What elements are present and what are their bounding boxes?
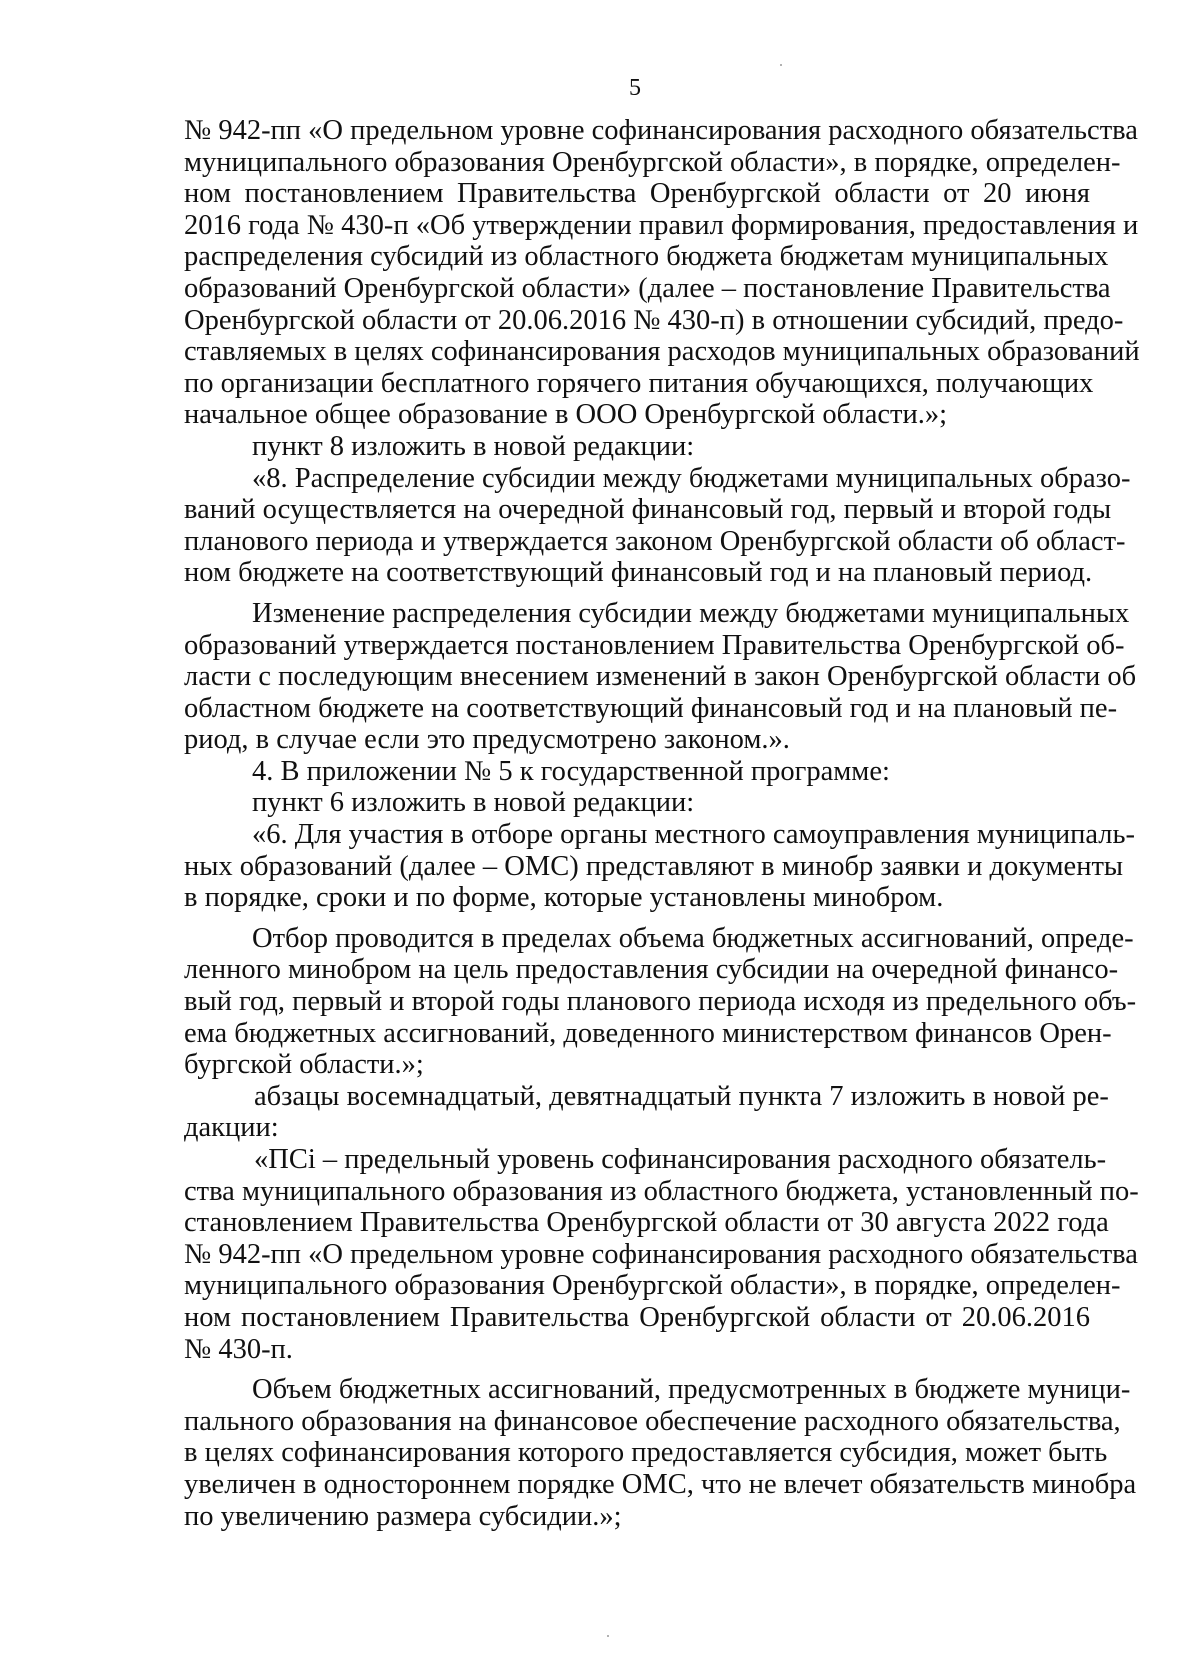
text-line: ном постановлением Правительства Оренбургской области от 20 июня [184,178,1090,210]
text-line: увеличен в одностороннем порядке ОМС, что не влечет обязательств минобра [184,1468,1137,1500]
text-line: № 430-п. [184,1333,293,1365]
text-line: областном бюджете на соответствующий финансовый год и на плановый пе- [184,692,1118,724]
text-line: ваний осуществляется на очередной финансовый год, первый и второй годы [184,494,1112,526]
text-line: ласти с последующим внесением изменений в закон Оренбургской области об [184,661,1137,693]
text-line: «ПСi – предельный уровень софинансирования расходного обязатель- [254,1144,1107,1175]
paragraph-gap [184,914,1090,923]
text-line: распределения субсидий из областного бюджета бюджетам муниципальных [184,241,1109,273]
text-line: пункт 6 изложить в новой редакции: [252,787,695,819]
text-line: «8. Распределение субсидии между бюджетами муниципальных образо- [252,462,1131,494]
text-line: в целях софинансирования которого предоставляется субсидия, может быть [184,1437,1108,1469]
text-line: по организации бесплатного горячего питания обучающихся, получающих [184,367,1094,399]
text-line: в порядке, сроки и по форме, которые установлены минобром. [184,882,944,914]
text-line: образований утверждается постановлением Правительства Оренбургской об- [184,629,1125,661]
text-line: Объем бюджетных ассигнований, предусмотренных в бюджете муници- [252,1374,1131,1406]
text-line: муниципального образования Оренбургской области», в порядке, определен- [184,1270,1121,1302]
page-number: 5 [629,75,641,101]
text-line: риод, в случае если это предусмотрено законом.». [184,724,790,756]
text-line: ства муниципального образования из областного бюджета, установленный по- [184,1175,1139,1207]
text-line: ленного минобром на цель предоставления субсидии на очередной финансо- [184,954,1119,986]
text-line: планового периода и утверждается законом Оренбургской области об област- [184,525,1126,557]
text-line: ставляемых в целях софинансирования расходов муниципальных образований [184,336,1140,368]
paragraph-gap [184,1365,1090,1374]
text-line: Изменение распределения субсидии между бюджетами муниципальных [252,597,1130,629]
text-line: ных образований (далее – ОМС) представляют в минобр заявки и документы [184,850,1124,882]
text-line: № 942-пп «О предельном уровне софинансирования расходного обязательства [184,1238,1138,1270]
text-line: пального образования на финансовое обеспечение расходного обязательства, [184,1405,1121,1437]
text-line: муниципального образования Оренбургской области», в порядке, определен- [184,146,1121,178]
text-line: дакции: [184,1112,279,1144]
text-line: начальное общее образование в ООО Оренбургской области.»; [184,399,947,431]
text-line: абзацы восемнадцатый, девятнадцатый пункта 7 изложить в новой ре- [254,1080,1109,1112]
text-line: ном постановлением Правительства Оренбургской области от 20.06.2016 [184,1301,1090,1333]
scan-speck [780,64,782,66]
text-line: № 942-пп «О предельном уровне софинансирования расходного обязательства [184,115,1138,146]
text-line: пункт 8 изложить в новой редакции: [252,430,695,462]
scan-speck [607,1635,609,1637]
text-line: 2016 года № 430-п «Об утверждении правил формирования, предоставления и [184,209,1139,241]
text-line: Отбор проводится в пределах объема бюджетных ассигнований, опреде- [252,922,1134,954]
text-line: Оренбургской области от 20.06.2016 № 430-п) в отношении субсидий, предо- [184,304,1124,336]
text-line: бургской области.»; [184,1049,424,1081]
paragraph-gap [184,589,1090,598]
text-line: образований Оренбургской области» (далее – постановление Правительства [184,272,1111,304]
text-line: по увеличению размера субсидии.»; [184,1500,622,1532]
text-line: вый год, первый и второй годы планового периода исходя из предельного объ- [184,986,1137,1018]
document-body [184,115,1140,1532]
text-line: «6. Для участия в отборе органы местного самоуправления муниципаль- [252,819,1135,851]
text-line: становлением Правительства Оренбургской области от 30 августа 2022 года [184,1207,1109,1239]
text-line: 4. В приложении № 5 к государственной программе: [252,755,890,787]
text-line: ном бюджете на соответствующий финансовый год и на плановый период. [184,557,1093,589]
text-line: ема бюджетных ассигнований, доведенного министерством финансов Орен- [184,1017,1112,1049]
